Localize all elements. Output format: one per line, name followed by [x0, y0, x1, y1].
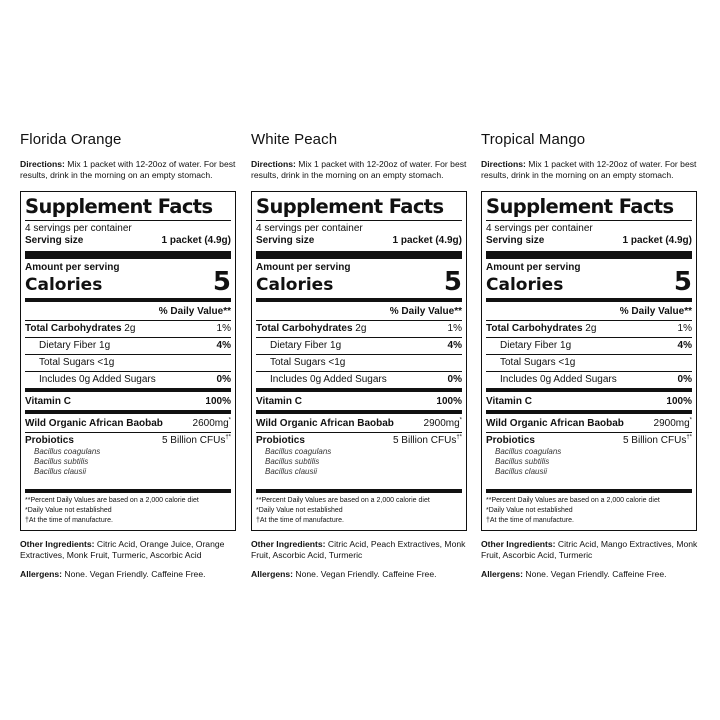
nutrient-dv: 4%: [447, 340, 462, 351]
directions-label: Directions:: [20, 159, 65, 169]
other-ingredients-label: Other Ingredients:: [481, 539, 556, 549]
calories-value: 5: [212, 267, 231, 297]
other-ingredients: [481, 539, 701, 563]
other-ingredients-text: Citric Acid, Mango Extractives, Monk Fruit, Ascorbic Acid, Turmeric: [481, 539, 698, 560]
nutrient-name: Includes 0g Added Sugars: [270, 374, 387, 385]
baobab-amount: 2600mg: [192, 418, 229, 429]
supplement-facts-title: Supplement Facts: [25, 195, 213, 218]
nutrient-name: Dietary Fiber 1g: [39, 340, 111, 351]
divider-thick: [486, 251, 692, 259]
footnote: **Percent Daily Values are based on a 2,000 calorie diet: [25, 497, 199, 504]
probiotic-strain: Bacillus subtilis: [495, 457, 550, 466]
probiotics-name: Probiotics: [25, 435, 74, 446]
divider-thick: [25, 251, 231, 259]
vitamin-c-dv: 100%: [666, 396, 692, 407]
product-column-florida-orange: [20, 130, 240, 580]
baobab-row: [25, 414, 231, 432]
serving-size-label: Serving size: [486, 235, 545, 246]
other-ingredients-text: Citric Acid, Peach Extractives, Monk Fruit, Ascorbic Acid, Turmeric: [251, 539, 466, 560]
label-footnotes: [486, 489, 692, 526]
footnote: †At the time of manufacture.: [25, 517, 113, 524]
allergens-label: Allergens:: [20, 569, 63, 579]
product-column-tropical-mango: [481, 130, 701, 580]
supplement-facts-title: Supplement Facts: [256, 195, 444, 218]
nutrient-row-added-sugars: [25, 371, 231, 388]
nutrient-dv: 1%: [447, 323, 462, 334]
nutrient-dv: 4%: [677, 340, 692, 351]
nutrient-dv: 0%: [447, 374, 462, 385]
probiotics-amount: 5 Billion CFUs: [161, 435, 226, 446]
divider-medium: [256, 489, 462, 493]
nutrient-row-carbs: [256, 320, 462, 337]
allergens-label: Allergens:: [251, 569, 294, 579]
vitamin-c-row: [256, 392, 462, 410]
amount-per-serving: Amount per serving: [486, 262, 581, 273]
nutrient-row-carbs: [25, 320, 231, 337]
footnote: *Daily Value not established: [25, 507, 112, 514]
allergens: [481, 569, 701, 580]
probiotics-name: Probiotics: [256, 435, 305, 446]
allergens: [20, 569, 240, 580]
directions: [251, 159, 471, 185]
directions-text: Mix 1 packet with 12-20oz of water. For best results, drink in the morning on an empty stomach.: [20, 159, 236, 180]
baobab-name: Wild Organic African Baobab: [25, 418, 163, 429]
calories-label: Calories: [25, 275, 103, 295]
directions-label: Directions:: [251, 159, 296, 169]
nutrient-row-fiber: [486, 337, 692, 354]
nutrient-name: Dietary Fiber 1g: [500, 340, 572, 351]
footnote: †At the time of manufacture.: [486, 517, 574, 524]
servings-per-container: 4 servings per container: [25, 223, 132, 234]
vitamin-c-row: [486, 392, 692, 410]
nutrient-dv: 1%: [677, 323, 692, 334]
nutrient-row-fiber: [25, 337, 231, 354]
baobab-mark: *: [459, 417, 462, 424]
other-ingredients: [20, 539, 240, 563]
nutrient-dv: 0%: [216, 374, 231, 385]
probiotic-strain: Bacillus clausii: [34, 467, 87, 476]
nutrient-name: Total Carbohydrates: [486, 323, 583, 334]
flavor-title: Tropical Mango: [481, 131, 586, 148]
nutrient-name: Total Carbohydrates: [25, 323, 122, 334]
probiotic-strain: Bacillus coagulans: [34, 447, 101, 456]
vitamin-c-name: Vitamin C: [25, 396, 71, 407]
probiotics-amount: 5 Billion CFUs: [622, 435, 687, 446]
nutrient-amount: 2g: [124, 323, 136, 334]
nutrient-name: Total Carbohydrates: [256, 323, 353, 334]
baobab-row: [486, 414, 692, 432]
nutrient-row-added-sugars: [256, 371, 462, 388]
probiotic-strain: Bacillus clausii: [495, 467, 548, 476]
nutrient-row-fiber: [256, 337, 462, 354]
footnote: *Daily Value not established: [486, 507, 573, 514]
serving-size-row: [486, 235, 692, 249]
nutrient-row-carbs: [486, 320, 692, 337]
probiotic-strain: Bacillus coagulans: [265, 447, 332, 456]
divider-medium: [25, 489, 231, 493]
supplement-facts-panel: [481, 191, 697, 531]
nutrient-name: Total Sugars <1g: [500, 357, 576, 368]
calories-value: 5: [673, 267, 692, 297]
nutrient-dv: 1%: [216, 323, 231, 334]
directions: [481, 159, 701, 185]
other-ingredients-label: Other Ingredients:: [20, 539, 95, 549]
probiotics-name: Probiotics: [486, 435, 535, 446]
allergens-text: None. Vegan Friendly. Caffeine Free.: [525, 569, 667, 579]
probiotics-row: [256, 433, 462, 447]
serving-size-label: Serving size: [25, 235, 84, 246]
serving-size-value: 1 packet (4.9g): [622, 235, 692, 246]
daily-value-header: % Daily Value**: [389, 306, 462, 317]
flavor-title: Florida Orange: [20, 131, 122, 148]
probiotics-row: [486, 433, 692, 447]
amount-per-serving: Amount per serving: [25, 262, 120, 273]
supplement-facts-panel: [251, 191, 467, 531]
probiotic-strain: Bacillus subtilis: [265, 457, 320, 466]
vitamin-c-name: Vitamin C: [486, 396, 532, 407]
calories-label: Calories: [486, 275, 564, 295]
serving-size-row: [25, 235, 231, 249]
allergens-text: None. Vegan Friendly. Caffeine Free.: [64, 569, 206, 579]
probiotic-strain: Bacillus coagulans: [495, 447, 562, 456]
footnote: †At the time of manufacture.: [256, 517, 344, 524]
baobab-mark: *: [228, 417, 231, 424]
calories-value: 5: [443, 267, 462, 297]
directions-label: Directions:: [481, 159, 526, 169]
daily-value-header: % Daily Value**: [158, 306, 231, 317]
probiotics-mark: †*: [686, 434, 692, 441]
nutrient-row-sugars: [256, 354, 462, 371]
nutrient-dv: 4%: [216, 340, 231, 351]
directions-text: Mix 1 packet with 12-20oz of water. For best results, drink in the morning on an empty stomach.: [251, 159, 467, 180]
footnote: **Percent Daily Values are based on a 2,000 calorie diet: [256, 497, 430, 504]
vitamin-c-row: [25, 392, 231, 410]
supplement-facts-panel: [20, 191, 236, 531]
footnote: **Percent Daily Values are based on a 2,000 calorie diet: [486, 497, 660, 504]
nutrient-amount: 2g: [355, 323, 367, 334]
baobab-name: Wild Organic African Baobab: [486, 418, 624, 429]
probiotics-mark: †*: [456, 434, 462, 441]
serving-size-value: 1 packet (4.9g): [392, 235, 462, 246]
probiotics-mark: †*: [225, 434, 231, 441]
product-column-white-peach: [251, 130, 471, 580]
daily-value-header: % Daily Value**: [619, 306, 692, 317]
baobab-mark: *: [689, 417, 692, 424]
amount-per-serving: Amount per serving: [256, 262, 351, 273]
servings-per-container: 4 servings per container: [486, 223, 593, 234]
directions-text: Mix 1 packet with 12-20oz of water. For best results, drink in the morning on an empty stomach.: [481, 159, 697, 180]
probiotic-strain: Bacillus subtilis: [34, 457, 89, 466]
serving-size-row: [256, 235, 462, 249]
nutrient-row-sugars: [25, 354, 231, 371]
nutrient-name: Dietary Fiber 1g: [270, 340, 342, 351]
serving-size-label: Serving size: [256, 235, 315, 246]
nutrient-row-sugars: [486, 354, 692, 371]
other-ingredients: [251, 539, 471, 563]
divider-thick: [256, 251, 462, 259]
vitamin-c-name: Vitamin C: [256, 396, 302, 407]
divider-medium: [486, 489, 692, 493]
directions: [20, 159, 240, 185]
allergens-text: None. Vegan Friendly. Caffeine Free.: [295, 569, 437, 579]
nutrient-amount: 2g: [585, 323, 597, 334]
nutrient-name: Total Sugars <1g: [39, 357, 115, 368]
baobab-amount: 2900mg: [653, 418, 690, 429]
probiotics-row: [25, 433, 231, 447]
vitamin-c-dv: 100%: [205, 396, 231, 407]
nutrient-dv: 0%: [677, 374, 692, 385]
calories-label: Calories: [256, 275, 334, 295]
vitamin-c-dv: 100%: [436, 396, 462, 407]
allergens: [251, 569, 471, 580]
flavor-title: White Peach: [251, 131, 338, 148]
servings-per-container: 4 servings per container: [256, 223, 363, 234]
other-ingredients-text: Citric Acid, Orange Juice, Orange Extractives, Monk Fruit, Turmeric, Ascorbic Acid: [20, 539, 225, 560]
probiotic-strain: Bacillus clausii: [265, 467, 318, 476]
footnote: *Daily Value not established: [256, 507, 343, 514]
nutrient-name: Includes 0g Added Sugars: [500, 374, 617, 385]
baobab-row: [256, 414, 462, 432]
other-ingredients-label: Other Ingredients:: [251, 539, 326, 549]
label-footnotes: [256, 489, 462, 526]
nutrient-name: Includes 0g Added Sugars: [39, 374, 156, 385]
baobab-amount: 2900mg: [423, 418, 460, 429]
nutrient-row-added-sugars: [486, 371, 692, 388]
nutrient-name: Total Sugars <1g: [270, 357, 346, 368]
supplement-facts-title: Supplement Facts: [486, 195, 674, 218]
allergens-label: Allergens:: [481, 569, 524, 579]
label-footnotes: [25, 489, 231, 526]
baobab-name: Wild Organic African Baobab: [256, 418, 394, 429]
serving-size-value: 1 packet (4.9g): [161, 235, 231, 246]
probiotics-amount: 5 Billion CFUs: [392, 435, 457, 446]
